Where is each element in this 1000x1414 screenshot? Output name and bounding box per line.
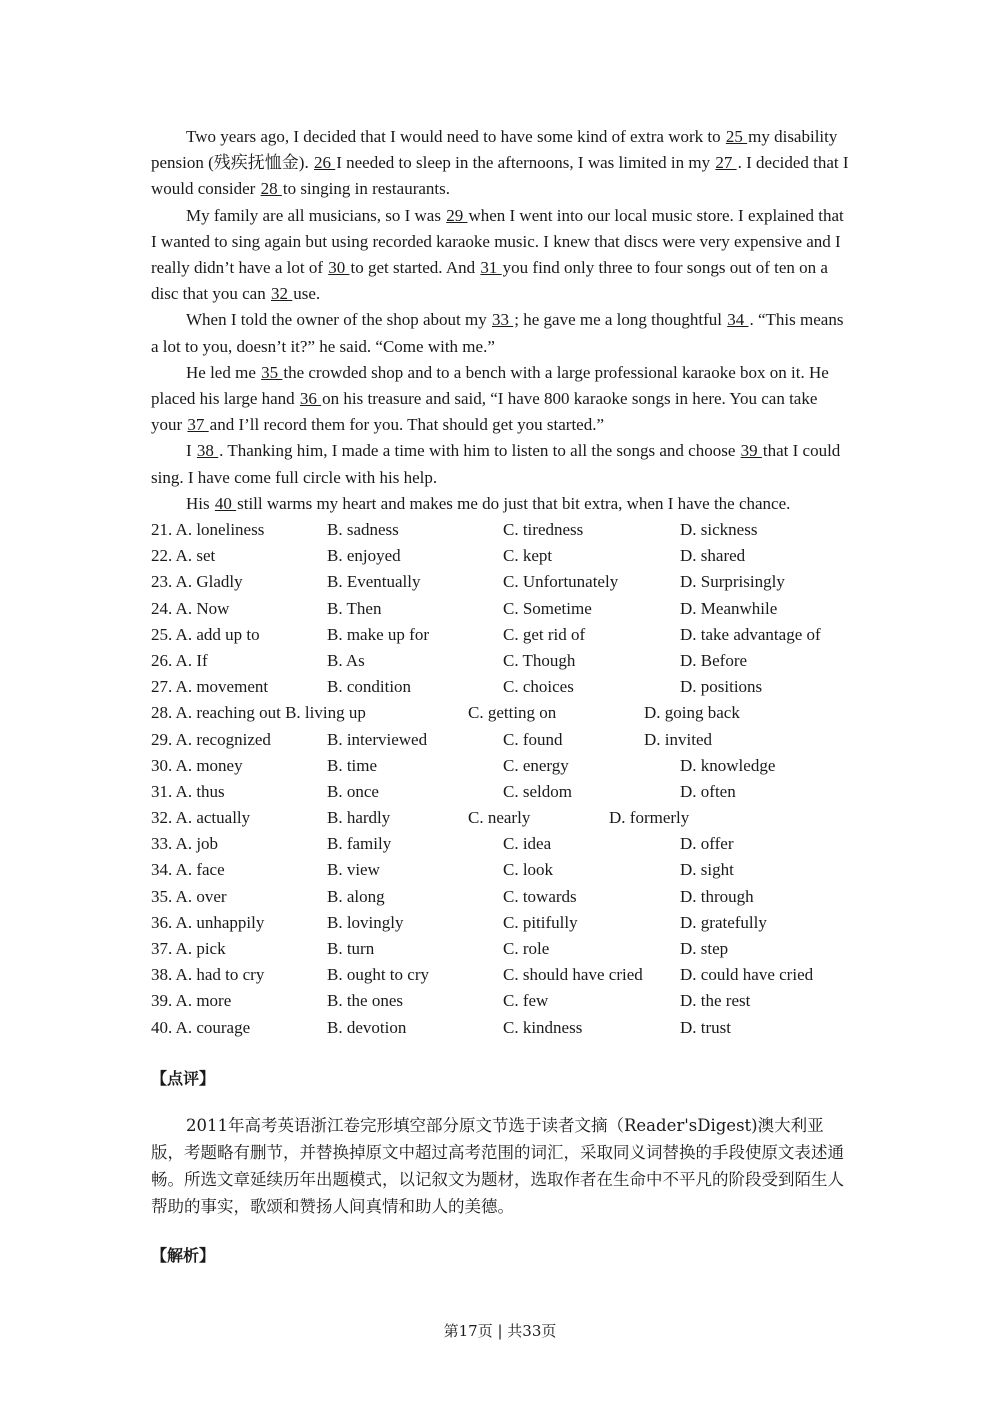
review-heading: 【点评】: [151, 1069, 216, 1088]
option-row: [151, 648, 851, 674]
option-choice: D. knowledge: [680, 755, 776, 775]
option-choice: 31. A. thus: [151, 781, 225, 801]
option-choice: 23. A. Gladly: [151, 572, 243, 592]
option-choice: B. family: [327, 834, 392, 854]
option-choice: D. sickness: [680, 520, 758, 540]
option-row: [151, 910, 851, 936]
analysis-heading: 【解析】: [151, 1246, 216, 1265]
passage-paragraph: [151, 491, 851, 517]
option-choice: 28. A. reaching out B. living up: [151, 703, 366, 723]
option-choice: 30. A. money: [151, 755, 243, 775]
option-choice: D. positions: [680, 677, 763, 697]
option-choice: D. Meanwhile: [680, 598, 778, 618]
option-choice: D. through: [680, 886, 754, 906]
option-row: [151, 517, 851, 543]
option-choice: 33. A. job: [151, 834, 219, 854]
passage-text: He led me: [186, 362, 261, 382]
passage-text: When I told the owner of the shop about my: [186, 310, 491, 330]
passage-text: His: [186, 493, 214, 513]
option-row: [151, 622, 851, 648]
option-choice: B. Eventually: [327, 572, 421, 592]
option-choice: C. Unfortunately: [503, 572, 619, 592]
page-footer: 第17页 | 共33页: [443, 1322, 557, 1340]
passage-text: my disability pension (残疾抚恤金).: [151, 127, 838, 173]
option-choice: B. view: [327, 860, 380, 880]
option-choice: D. trust: [680, 1017, 731, 1037]
option-choice: B. along: [327, 886, 385, 906]
cloze-blank: 27: [715, 153, 737, 173]
option-choice: D. often: [680, 781, 736, 801]
cloze-blank: 30: [328, 258, 350, 278]
option-row: [151, 857, 851, 883]
cloze-blank: 40: [214, 493, 237, 513]
option-choice: D. going back: [644, 703, 740, 723]
option-choice: B. the ones: [327, 991, 404, 1011]
option-choice: B. interviewed: [327, 729, 428, 749]
passage-text: . “This means a lot to you, doesn’t it?” he said. “Come with me.”: [151, 310, 844, 356]
option-choice: C. pitifully: [503, 912, 578, 932]
option-choice: C. choices: [503, 677, 574, 697]
passage-text: I needed to sleep in the afternoons, I was limited in my: [336, 153, 715, 173]
cloze-blank: 37: [187, 415, 209, 435]
passage-text: to singing in restaurants.: [282, 179, 450, 199]
option-choice: D. gratefully: [680, 912, 767, 932]
option-choice: B. make up for: [327, 624, 429, 644]
cloze-blank: 32: [270, 284, 293, 304]
cloze-blank: 36: [299, 389, 322, 409]
passage-text: I: [186, 441, 196, 461]
cloze-blank: 38: [196, 441, 219, 461]
option-choice: D. Before: [680, 650, 748, 670]
option-row: [151, 962, 851, 988]
cloze-blank: 34: [727, 310, 749, 330]
option-choice: B. lovingly: [327, 912, 404, 932]
option-choice: 40. A. courage: [151, 1017, 251, 1037]
option-choice: D. could have cried: [680, 965, 814, 985]
option-choice: 34. A. face: [151, 860, 225, 880]
option-choice: B. turn: [327, 939, 375, 959]
option-choice: C. role: [503, 939, 550, 959]
option-row: [151, 936, 851, 962]
option-choice: C. Though: [503, 650, 576, 670]
option-row: [151, 884, 851, 910]
cloze-blank: 33: [492, 310, 514, 330]
option-choice: B. hardly: [327, 808, 391, 828]
option-choice: C. few: [503, 991, 549, 1011]
option-choice: B. devotion: [327, 1017, 407, 1037]
option-choice: 39. A. more: [151, 991, 232, 1011]
option-choice: C. get rid of: [503, 624, 586, 644]
passage-paragraph: [151, 203, 851, 308]
option-choice: D. shared: [680, 546, 746, 566]
option-choice: C. kindness: [503, 1017, 583, 1037]
cloze-blank: 29: [446, 205, 468, 225]
cloze-blank: 35: [261, 362, 283, 382]
option-choice: B. time: [327, 755, 378, 775]
option-row: [151, 569, 851, 595]
option-row: [151, 805, 851, 831]
cloze-blank: 28: [260, 179, 282, 199]
passage-text: on his treasure and said, “I have 800 karaoke songs in here. You can take your: [151, 389, 818, 435]
passage-text: that I could sing. I have come full circle with his help.: [151, 441, 841, 487]
option-choice: B. condition: [327, 677, 412, 697]
option-choice: C. kept: [503, 546, 553, 566]
option-choice: D. Surprisingly: [680, 572, 785, 592]
option-choice: C. energy: [503, 755, 569, 775]
option-choice: 35. A. over: [151, 886, 227, 906]
cloze-blank: 39: [740, 441, 762, 461]
option-choice: 38. A. had to cry: [151, 965, 265, 985]
review-paragraph: 2011年高考英语浙江卷完形填空部分原文节选于读者文摘（Reader'sDigest)澳大利亚版，考题略有删节，并替换掉原文中超过高考范围的词汇，采取同义词替换的手段使原文表述通畅。所选文章延续历年出题模式，以记叙文为题材，选取作者在生命中不平凡的阶段受到陌生人帮助的事实，歌颂和赞扬人间真情和助人的美德。: [151, 1116, 844, 1216]
option-choice: D. step: [680, 939, 729, 959]
passage-text: still warms my heart and makes me do just that bit extra, when I have the chance.: [237, 493, 791, 513]
option-row: [151, 543, 851, 569]
passage-paragraph: [151, 124, 851, 203]
passage-paragraph: [151, 360, 851, 439]
option-row: [151, 779, 851, 805]
option-choice: B. once: [327, 781, 379, 801]
option-choice: B. sadness: [327, 520, 399, 540]
passage-paragraph: [151, 438, 851, 490]
passage-text: My family are all musicians, so I was: [186, 205, 446, 225]
option-row: [151, 831, 851, 857]
option-choice: 22. A. set: [151, 546, 216, 566]
option-choice: D. the rest: [680, 991, 751, 1011]
option-choice: B. enjoyed: [327, 546, 401, 566]
passage-text: Two years ago, I decided that I would need to have some kind of extra work to: [186, 127, 725, 146]
cloze-blank: 31: [480, 258, 502, 278]
option-choice: D. formerly: [609, 808, 690, 828]
passage-body: [151, 124, 851, 517]
option-row: [151, 753, 851, 779]
option-choice: 29. A. recognized: [151, 729, 271, 749]
passage-text: ; he gave me a long thoughtful: [514, 310, 727, 330]
passage-text: use.: [293, 284, 321, 304]
option-choice: 26. A. If: [151, 650, 208, 670]
option-choice: D. take advantage of: [680, 624, 821, 644]
option-choice: C. nearly: [468, 808, 531, 828]
option-row: [151, 1015, 851, 1041]
cloze-passage: [151, 124, 851, 1041]
option-row: [151, 674, 851, 700]
option-choice: C. getting on: [468, 703, 557, 723]
option-choice: C. found: [503, 729, 563, 749]
passage-paragraph: [151, 307, 851, 359]
option-row: [151, 700, 851, 726]
cloze-blank: 26: [313, 153, 336, 173]
option-row: [151, 596, 851, 622]
option-choice: 36. A. unhappily: [151, 912, 265, 932]
option-choice: B. As: [327, 650, 365, 670]
passage-text: when I went into our local music store. I explained that I wanted to sing again but using recorded karaoke music. I knew that discs were very expensive and I really didn’t have a lot of: [151, 205, 844, 278]
option-choice: 37. A. pick: [151, 939, 226, 959]
option-choice: 21. A. loneliness: [151, 520, 265, 540]
option-choice: C. should have cried: [503, 965, 643, 985]
option-row: [151, 727, 851, 753]
option-choice: 27. A. movement: [151, 677, 269, 697]
passage-text: . Thanking him, I made a time with him to listen to all the songs and choose: [219, 441, 740, 461]
option-choice: C. look: [503, 860, 554, 880]
option-choice: C. idea: [503, 834, 552, 854]
option-row: [151, 988, 851, 1014]
option-choice: 24. A. Now: [151, 598, 230, 618]
answer-options: [151, 517, 851, 1041]
option-choice: 32. A. actually: [151, 808, 251, 828]
option-choice: B. ought to cry: [327, 965, 429, 985]
passage-text: and I’ll record them for you. That should get you started.”: [209, 415, 605, 435]
option-choice: D. offer: [680, 834, 734, 854]
option-choice: 25. A. add up to: [151, 624, 260, 644]
option-choice: D. sight: [680, 860, 734, 880]
option-choice: B. Then: [327, 598, 382, 618]
option-choice: C. tiredness: [503, 520, 584, 540]
passage-text: the crowded shop and to a bench with a large professional karaoke box on it. He placed his large hand: [151, 362, 829, 409]
cloze-blank: 25: [725, 127, 748, 146]
option-choice: C. Sometime: [503, 598, 592, 618]
option-choice: C. towards: [503, 886, 577, 906]
option-choice: C. seldom: [503, 781, 572, 801]
passage-text: you find only three to four songs out of ten on a disc that you can: [151, 258, 828, 304]
passage-text: to get started. And: [350, 258, 480, 278]
option-choice: D. invited: [644, 729, 712, 749]
passage-text: . I decided that I would consider: [151, 153, 849, 199]
